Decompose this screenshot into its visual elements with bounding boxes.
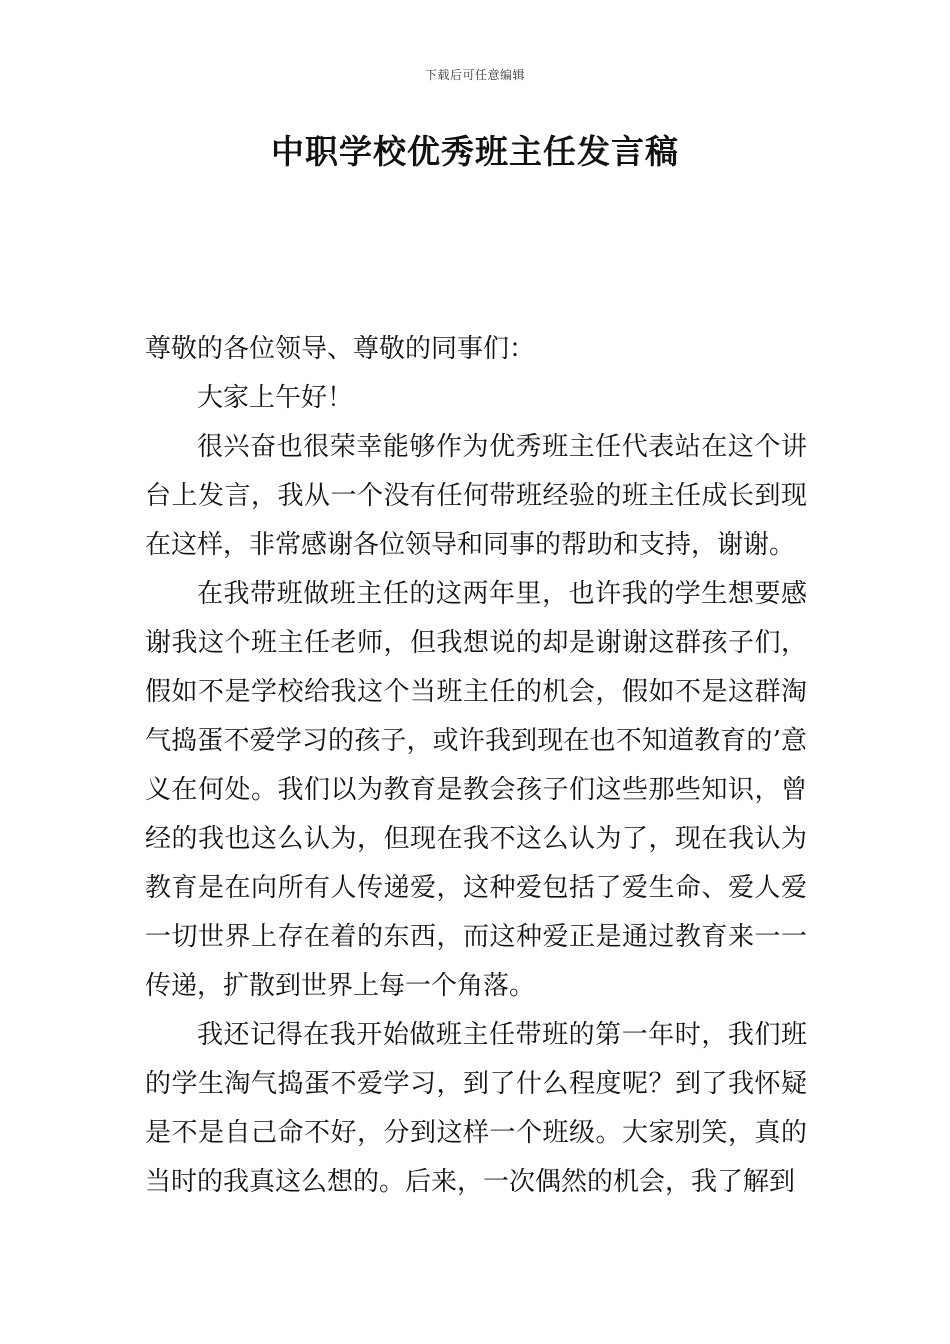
document-body: [145, 325, 807, 1207]
paragraph-1: 很兴奋也很荣幸能够作为优秀班主任代表站在这个讲台上发言，我从一个没有任何带班经验的班主任成长到现在这样，非常感谢各位领导和同事的帮助和支持，谢谢。: [145, 432, 807, 560]
header-note: 下载后可任意编辑: [424, 68, 525, 82]
salutation: 尊敬的各位领导、尊敬的同事们：: [145, 334, 536, 364]
paragraph-greeting: 大家上午好！: [197, 383, 354, 413]
document-title: 中职学校优秀班主任发言稿: [271, 132, 679, 171]
paragraph-2: 在我带班做班主任的这两年里，也许我的学生想要感谢我这个班主任老师，但我想说的却是谢谢这群孩子们，假如不是学校给我这个当班主任的机会，假如不是这群淘气捣蛋不爱学习的孩子，或许我到现在也不知道教育的’意义在何处。我们以为教育是教会孩子们这些那些知识，曾经的我也这么认为，但现在我不这么认为了，现在我认为教育是在向所有人传递爱，这种爱包括了爱生命、爱人爱一切世界上存在着的东西，而这种爱正是通过教育来一一传递，扩散到世界上每一个角落。: [145, 579, 807, 1001]
paragraph-3: 我还记得在我开始做班主任带班的第一年时，我们班的学生淘气捣蛋不爱学习，到了什么程度呢？到了我怀疑是不是自己命不好，分到这样一个班级。大家别笑，真的当时的我真这么想的。后来，一次偶然的机会，我了解到: [145, 1020, 807, 1197]
